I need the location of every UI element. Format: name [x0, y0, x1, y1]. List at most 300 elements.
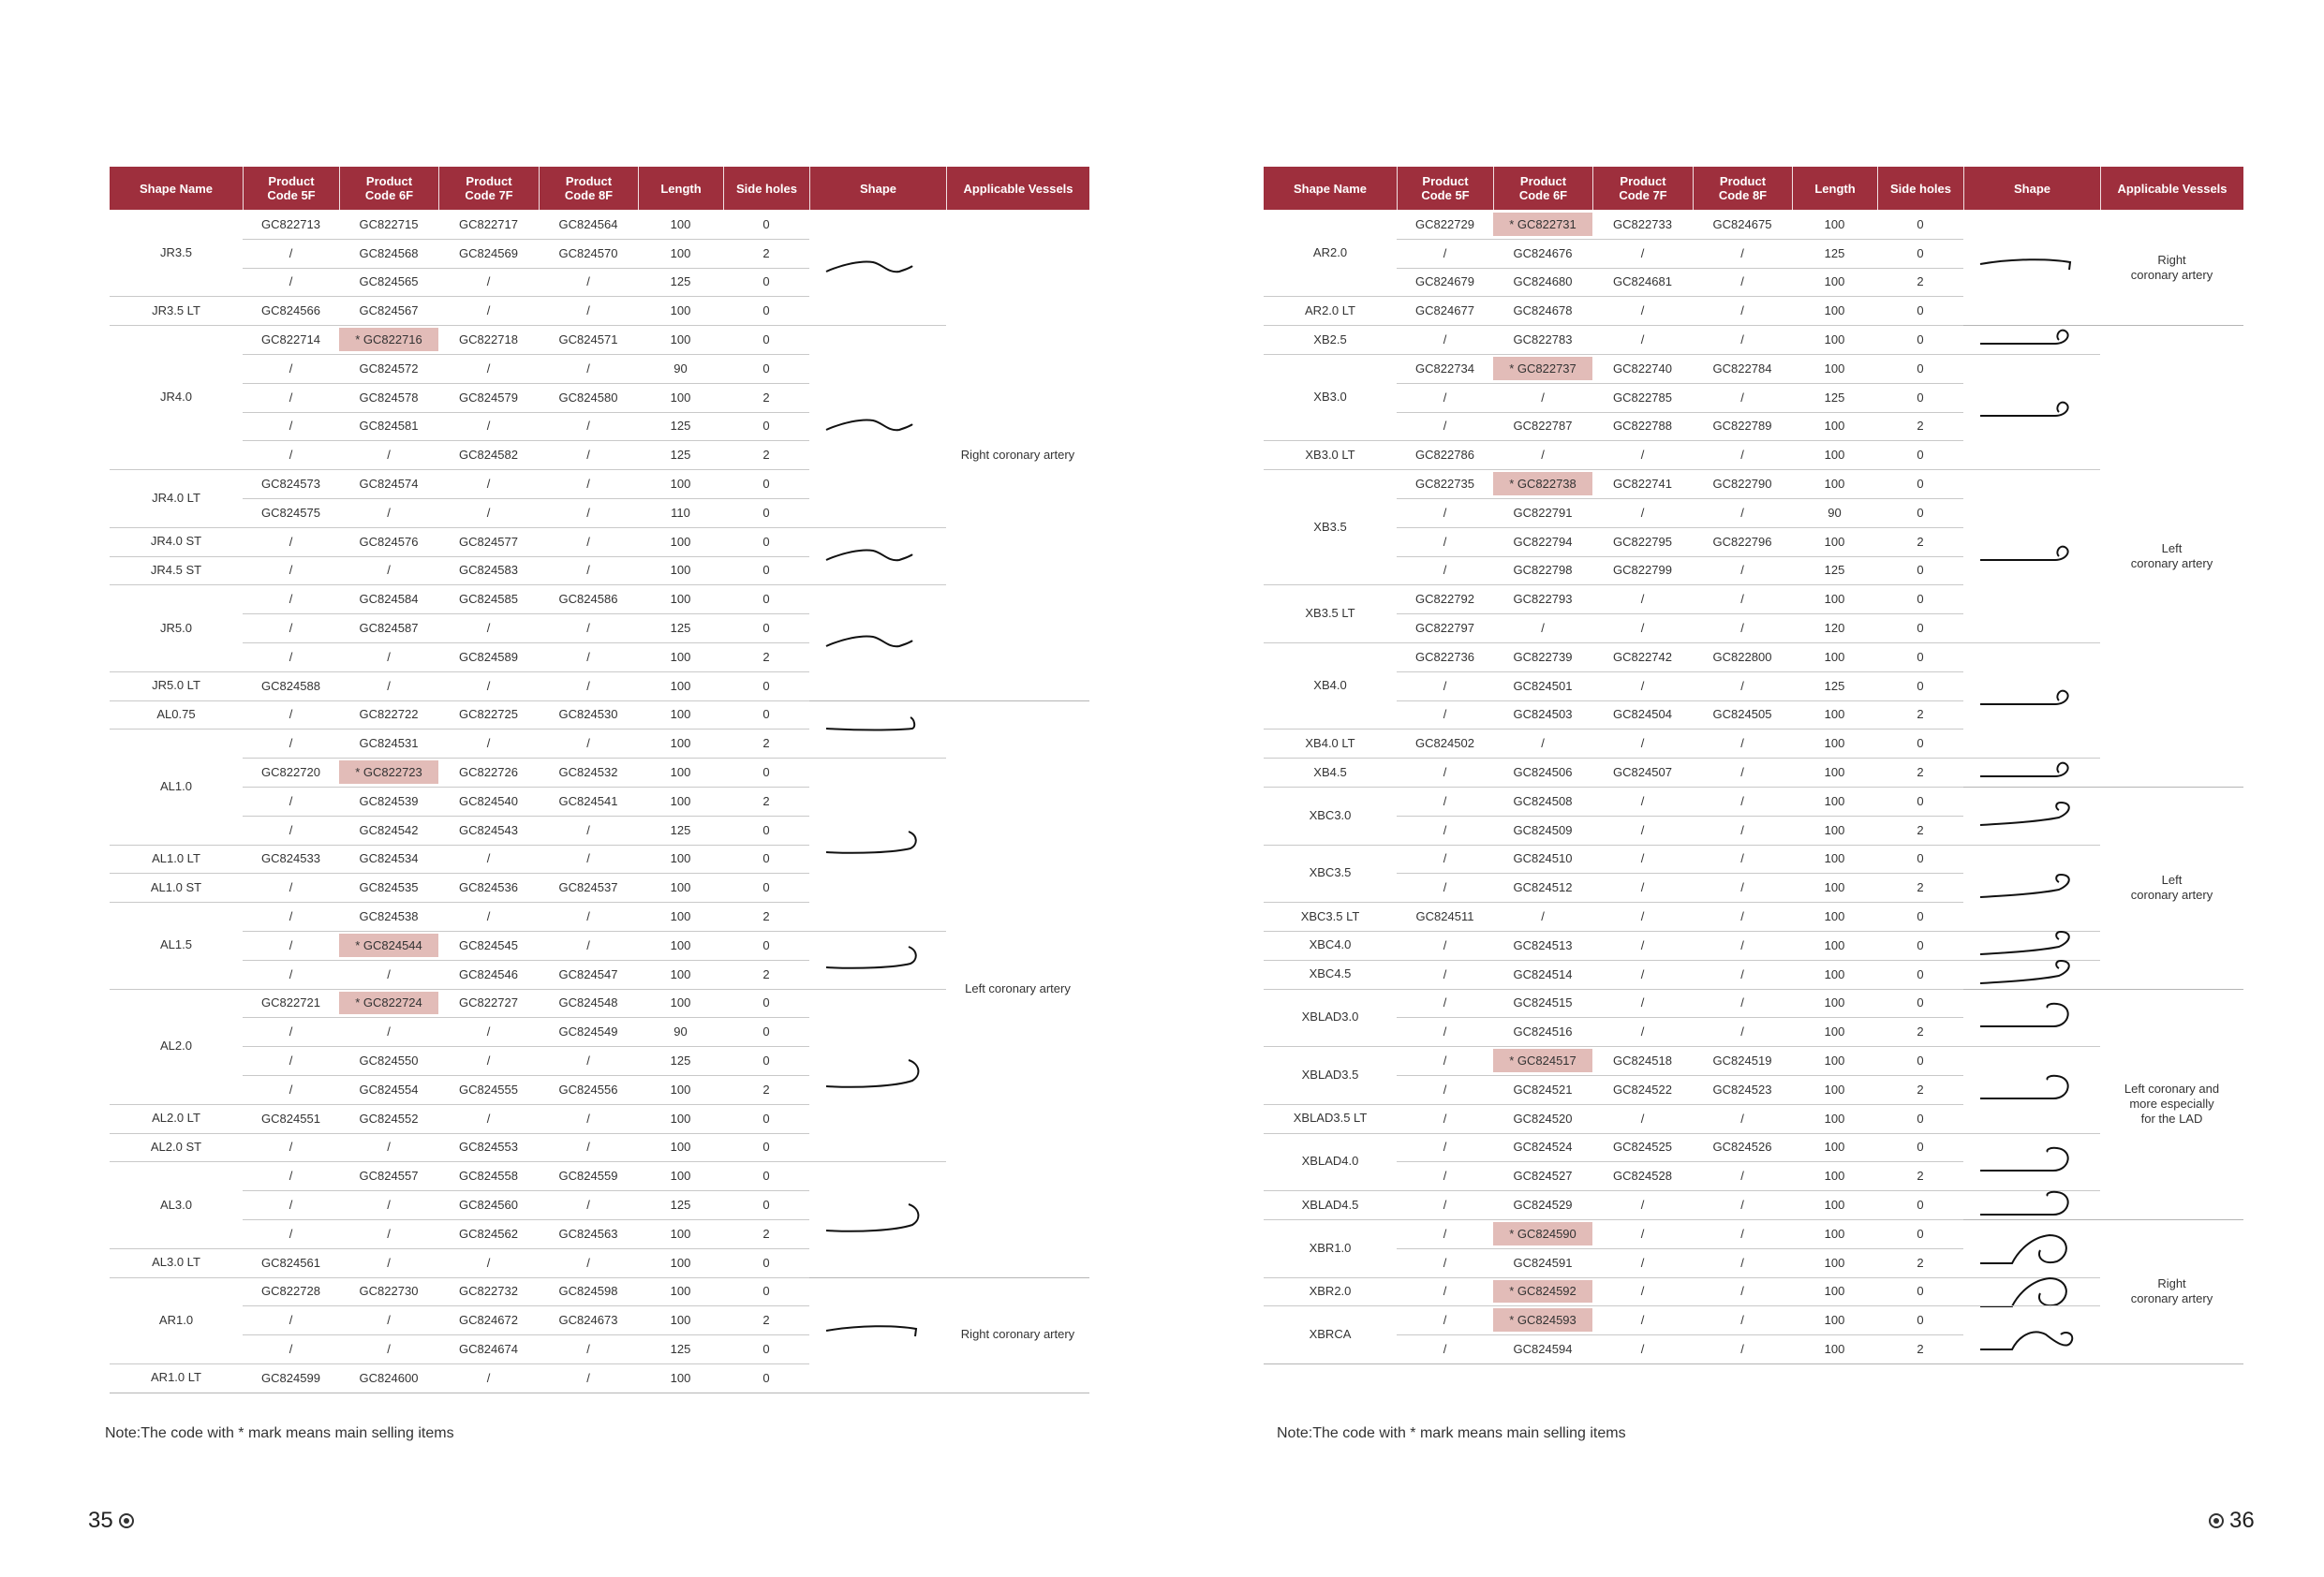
page-number-left — [88, 1508, 134, 1534]
row-divider — [243, 354, 809, 355]
table-cell: / — [486, 1255, 491, 1270]
table-cell: GC824556 — [558, 1082, 618, 1097]
shape-name: XBR1.0 — [1309, 1240, 1352, 1255]
shape-name: XBC3.5 — [1309, 865, 1352, 880]
table-cell: / — [1640, 793, 1645, 808]
table-cell: / — [1740, 1284, 1744, 1299]
catheter-shape-jr — [821, 409, 925, 447]
table-cell: GC822788 — [1613, 419, 1672, 434]
table-cell: / — [289, 448, 293, 463]
table-cell: GC824524 — [1513, 1140, 1573, 1155]
table-cell: GC824538 — [359, 909, 419, 924]
row-divider — [243, 296, 809, 297]
row-divider — [1397, 584, 1963, 585]
table-cell: 100 — [670, 736, 691, 751]
table-cell: GC822717 — [459, 216, 518, 231]
table-cell: 0 — [1917, 216, 1924, 231]
table-cell: / — [586, 909, 590, 924]
table-cell: 0 — [762, 1111, 770, 1126]
table-cell: 2 — [1917, 1082, 1924, 1097]
table-cell: / — [387, 448, 391, 463]
table-cell: 0 — [762, 332, 770, 347]
table-cell: / — [1443, 793, 1447, 808]
shape-name: JR4.5 ST — [150, 562, 202, 577]
shape-name: XB4.0 — [1313, 678, 1347, 693]
table-cell: 125 — [670, 448, 691, 463]
table-cell: / — [289, 1169, 293, 1184]
table-cell: 0 — [762, 563, 770, 578]
shape-divider — [809, 1161, 946, 1162]
table-cell: / — [1443, 332, 1447, 347]
table-cell: / — [586, 851, 590, 866]
table-cell: 125 — [670, 822, 691, 837]
table-cell: / — [486, 361, 491, 376]
table-body — [110, 210, 1089, 1393]
page-number-text: 35 — [88, 1508, 113, 1533]
table-cell: / — [1740, 678, 1744, 693]
table-cell: GC822739 — [1513, 649, 1573, 664]
table-cell: GC824528 — [1613, 1169, 1672, 1184]
table-cell: 0 — [1917, 1313, 1924, 1328]
table-cell: GC824526 — [1712, 1140, 1772, 1155]
table-cell: / — [289, 245, 293, 260]
table-cell: / — [586, 534, 590, 549]
table-cell: 100 — [670, 216, 691, 231]
table-cell: 125 — [1824, 563, 1845, 578]
table-cell: / — [486, 1111, 491, 1126]
row-divider — [243, 527, 809, 528]
table-cell: / — [387, 1313, 391, 1328]
table-cell: 0 — [762, 534, 770, 549]
bullet-icon — [2209, 1513, 2224, 1528]
table-cell: GC824550 — [359, 1054, 419, 1069]
shape-name: XB3.0 LT — [1305, 447, 1355, 462]
row-divider — [1397, 1190, 1963, 1191]
shape-divider — [1963, 1305, 2100, 1306]
table-cell: / — [486, 678, 491, 693]
header-shape-name: Shape Name — [1293, 181, 1368, 196]
table-cell: 100 — [670, 1169, 691, 1184]
table-cell: 100 — [670, 937, 691, 952]
table-cell: / — [1740, 1198, 1744, 1213]
applicable-vessels: Left coronary artery — [2130, 872, 2213, 902]
shape-name: XB4.5 — [1313, 764, 1347, 779]
table-cell: 0 — [1917, 995, 1924, 1010]
table-cell: 0 — [1917, 736, 1924, 751]
row-divider — [1397, 268, 1963, 269]
row-divider — [243, 816, 809, 817]
row-divider — [243, 1133, 809, 1134]
table-cell: GC824503 — [1513, 707, 1573, 722]
table-cell: GC824533 — [261, 851, 320, 866]
table-cell: 2 — [1917, 1342, 1924, 1357]
table-cell: GC824521 — [1513, 1082, 1573, 1097]
row-divider — [243, 931, 809, 932]
table-cell: GC824573 — [261, 477, 320, 492]
row-divider — [243, 729, 809, 730]
row-divider — [243, 1161, 809, 1162]
table-cell: / — [486, 621, 491, 636]
table-cell: / — [289, 563, 293, 578]
row-divider — [1397, 1133, 1963, 1134]
table-cell: GC822732 — [459, 1284, 518, 1299]
table-cell: GC822792 — [1415, 592, 1474, 607]
table-cell: * GC822738 — [1493, 472, 1592, 495]
table-cell: 0 — [762, 707, 770, 722]
table-cell: GC824501 — [1513, 678, 1573, 693]
table-cell: GC824534 — [359, 851, 419, 866]
table-cell: / — [1443, 1169, 1447, 1184]
table-cell: GC824515 — [1513, 995, 1573, 1010]
table-cell: / — [1740, 793, 1744, 808]
table-cell: GC824562 — [459, 1226, 518, 1241]
table-cell: / — [1740, 1169, 1744, 1184]
table-cell: / — [1640, 1024, 1645, 1039]
row-divider — [243, 383, 809, 384]
row-divider — [1397, 1017, 1963, 1018]
catalog-page-right — [1264, 167, 2243, 1363]
shape-name: AL2.0 LT — [152, 1111, 200, 1126]
table-cell: / — [1740, 822, 1744, 837]
table-cell: GC824535 — [359, 880, 419, 895]
table-cell: / — [586, 419, 590, 434]
catheter-shape-xbc — [1975, 871, 2080, 908]
table-cell: GC824548 — [558, 995, 618, 1010]
table-cell: / — [1740, 448, 1744, 463]
table-cell: GC822740 — [1613, 361, 1672, 376]
shape-divider — [1963, 642, 2100, 643]
catheter-shape-jr — [821, 626, 925, 663]
table-cell: GC824679 — [1415, 274, 1474, 289]
table-cell: / — [586, 1198, 590, 1213]
shape-name: AL3.0 — [160, 1197, 192, 1212]
table-cell: / — [1443, 937, 1447, 952]
table-cell: 0 — [1917, 332, 1924, 347]
table-cell: GC822793 — [1513, 592, 1573, 607]
table-cell: GC824520 — [1513, 1111, 1573, 1126]
table-cell: / — [387, 1140, 391, 1155]
table-cell: 0 — [1917, 245, 1924, 260]
row-divider — [1397, 383, 1963, 384]
table-cell: 0 — [1917, 1054, 1924, 1069]
row-divider — [243, 412, 809, 413]
row-divider — [243, 1190, 809, 1191]
row-divider — [243, 902, 809, 903]
table-cell: GC824680 — [1513, 274, 1573, 289]
table-cell: GC824510 — [1513, 851, 1573, 866]
table-cell: 100 — [1824, 274, 1845, 289]
table-cell: * GC822723 — [339, 760, 438, 784]
table-cell: GC824542 — [359, 822, 419, 837]
table-cell: / — [486, 274, 491, 289]
table-cell: GC824561 — [261, 1255, 320, 1270]
table-cell: 0 — [762, 419, 770, 434]
shape-name: AL0.75 — [156, 706, 196, 721]
table-cell: 2 — [1917, 1024, 1924, 1039]
note-left: Note:The code with * mark means main selling items — [105, 1425, 454, 1441]
table-cell: 2 — [1917, 822, 1924, 837]
table-cell: 100 — [670, 303, 691, 318]
table-cell: / — [1640, 1284, 1645, 1299]
row-divider — [1397, 1075, 1963, 1076]
row-divider — [243, 268, 809, 269]
table-cell: GC824525 — [1613, 1140, 1672, 1155]
shape-divider — [809, 989, 946, 990]
row-divider — [243, 498, 809, 499]
row-divider — [1397, 1248, 1963, 1249]
table-cell: 110 — [671, 505, 690, 520]
table-cell: / — [1640, 621, 1645, 636]
table-cell: GC822735 — [1415, 477, 1474, 492]
table-cell: GC824557 — [359, 1169, 419, 1184]
table-cell: GC824585 — [459, 592, 518, 607]
table-cell: 0 — [762, 1370, 770, 1385]
table-cell: GC822713 — [261, 216, 320, 231]
table-cell: 2 — [1917, 1169, 1924, 1184]
table-cell: GC822736 — [1415, 649, 1474, 664]
applicable-vessels: Right coronary artery — [960, 447, 1075, 462]
table-cell: / — [387, 505, 391, 520]
row-divider — [1397, 354, 1963, 355]
table-cell: 100 — [670, 563, 691, 578]
table-cell: * GC822716 — [339, 328, 438, 351]
row-divider — [1397, 469, 1963, 470]
table-cell: 100 — [1824, 419, 1845, 434]
table-cell: GC822787 — [1513, 419, 1573, 434]
table-cell: / — [289, 592, 293, 607]
table-cell: 0 — [762, 880, 770, 895]
table-cell: GC824675 — [1712, 216, 1772, 231]
table-cell: GC824509 — [1513, 822, 1573, 837]
table-cell: 100 — [1824, 1082, 1845, 1097]
table-cell: / — [1740, 390, 1744, 405]
header-shape: Shape — [1963, 167, 2100, 210]
catheter-shape-al2 — [821, 943, 925, 980]
table-cell: / — [1640, 303, 1645, 318]
table-cell: / — [1443, 1140, 1447, 1155]
table-cell: 125 — [1824, 678, 1845, 693]
table-cell: GC824582 — [459, 448, 518, 463]
shape-name: AL2.0 ST — [150, 1139, 202, 1154]
table-cell: 100 — [1824, 592, 1845, 607]
header-applicable-vessels: Applicable Vessels — [2100, 167, 2243, 210]
table-cell: * GC824517 — [1493, 1049, 1592, 1072]
table-cell: GC824677 — [1415, 303, 1474, 318]
table-cell: 100 — [670, 1111, 691, 1126]
catheter-shape-ar — [821, 1318, 925, 1355]
table-cell: 0 — [762, 1054, 770, 1069]
table-cell: 100 — [670, 1370, 691, 1385]
table-cell: / — [289, 1054, 293, 1069]
table-cell: / — [586, 736, 590, 751]
row-divider — [1397, 239, 1963, 240]
table-cell: GC822795 — [1613, 534, 1672, 549]
table-cell: GC824529 — [1513, 1198, 1573, 1213]
table-cell: 0 — [762, 1342, 770, 1357]
table-cell: / — [586, 822, 590, 837]
shape-name: XBRCA — [1309, 1327, 1352, 1342]
shape-name: XB3.5 LT — [1305, 606, 1355, 621]
table-cell: GC824547 — [558, 966, 618, 981]
table-cell: GC822796 — [1712, 534, 1772, 549]
table-cell: / — [1740, 245, 1744, 260]
bullet-icon — [119, 1513, 134, 1528]
table-cell: 100 — [670, 909, 691, 924]
table-cell: 125 — [670, 1198, 691, 1213]
note-right: Note:The code with * mark means main selling items — [1277, 1425, 1626, 1441]
shape-name: XBLAD4.5 — [1301, 1197, 1359, 1212]
table-cell: 2 — [762, 1082, 770, 1097]
row-divider — [1397, 1305, 1963, 1306]
table-cell: 100 — [1824, 1255, 1845, 1270]
table-header — [110, 167, 1089, 210]
table-cell: GC822742 — [1613, 649, 1672, 664]
header-applicable-vessels: Applicable Vessels — [946, 167, 1089, 210]
applicable-vessels: Left coronary and more especially for the LAD — [2124, 1081, 2220, 1126]
table-cell: 0 — [1917, 966, 1924, 981]
table-cell: GC824555 — [459, 1082, 518, 1097]
table-cell: GC824536 — [459, 880, 518, 895]
table-cell: 100 — [670, 390, 691, 405]
table-cell: 2 — [762, 1313, 770, 1328]
row-divider — [1397, 412, 1963, 413]
table-cell: / — [1443, 1198, 1447, 1213]
table-cell: / — [1740, 1342, 1744, 1357]
table-cell: / — [1443, 505, 1447, 520]
table-cell: GC824560 — [459, 1198, 518, 1213]
table-cell: / — [1443, 1226, 1447, 1241]
shape-name: JR5.0 — [160, 620, 192, 635]
table-cell: 100 — [1824, 909, 1845, 924]
table-cell: GC824558 — [459, 1169, 518, 1184]
table-cell: 90 — [1828, 505, 1842, 520]
table-cell: / — [289, 419, 293, 434]
table-cell: GC824551 — [261, 1111, 320, 1126]
table-cell: 100 — [670, 1226, 691, 1241]
table-cell: 0 — [762, 505, 770, 520]
table-cell: / — [586, 937, 590, 952]
table-cell: / — [1443, 822, 1447, 837]
header-product-code-8f: Product Code 8F — [1693, 167, 1792, 210]
table-cell: 100 — [670, 534, 691, 549]
table-cell: GC824566 — [261, 303, 320, 318]
table-cell: 2 — [1917, 534, 1924, 549]
table-cell: / — [1443, 419, 1447, 434]
table-cell: GC824581 — [359, 419, 419, 434]
table-cell: 0 — [762, 1169, 770, 1184]
table-cell: GC824672 — [459, 1313, 518, 1328]
catheter-shape-xb — [1975, 539, 2080, 577]
table-cell: GC824504 — [1613, 707, 1672, 722]
table-cell: 100 — [670, 1284, 691, 1299]
table-cell: 100 — [1824, 361, 1845, 376]
table-cell: 100 — [1824, 1313, 1845, 1328]
table-cell: 100 — [1824, 332, 1845, 347]
table-cell: GC822790 — [1712, 477, 1772, 492]
table-cell: 100 — [670, 649, 691, 664]
shape-name: XBC4.5 — [1309, 966, 1352, 981]
table-cell: GC824588 — [261, 678, 320, 693]
table-cell: GC822733 — [1613, 216, 1672, 231]
table-cell: GC822727 — [459, 995, 518, 1010]
table-cell: 0 — [1917, 303, 1924, 318]
table-cell: / — [289, 822, 293, 837]
table-cell: 100 — [670, 245, 691, 260]
row-divider — [243, 873, 809, 874]
table-cell: 100 — [670, 966, 691, 981]
row-divider — [1397, 1046, 1963, 1047]
table-cell: 2 — [762, 1226, 770, 1241]
table-cell: GC824554 — [359, 1082, 419, 1097]
table-cell: 120 — [1824, 621, 1845, 636]
header-product-code-6f: Product Code 6F — [339, 167, 438, 210]
row-divider — [1397, 931, 1963, 932]
table-cell: / — [289, 361, 293, 376]
table-cell: / — [586, 505, 590, 520]
table-cell: GC824505 — [1712, 707, 1772, 722]
table-cell: / — [586, 563, 590, 578]
table-cell: / — [1740, 851, 1744, 866]
table-header — [1264, 167, 2243, 210]
table-cell: / — [1740, 274, 1744, 289]
table-cell: GC824580 — [558, 390, 618, 405]
table-cell: / — [1541, 736, 1545, 751]
table-cell: 2 — [1917, 707, 1924, 722]
row-divider — [243, 787, 809, 788]
applicable-vessels: Left coronary artery — [2130, 540, 2213, 570]
table-cell: GC824569 — [459, 245, 518, 260]
table-cell: 0 — [762, 303, 770, 318]
table-cell: 100 — [1824, 1284, 1845, 1299]
table-cell: GC824579 — [459, 390, 518, 405]
table-cell: 2 — [1917, 880, 1924, 895]
table-cell: / — [1740, 880, 1744, 895]
table-cell: GC822720 — [261, 765, 320, 780]
row-divider — [1397, 1334, 1963, 1335]
table-cell: 100 — [1824, 1169, 1845, 1184]
table-cell: 0 — [762, 621, 770, 636]
table-cell: GC822725 — [459, 707, 518, 722]
table-cell: GC822786 — [1415, 448, 1474, 463]
table-cell: 100 — [1824, 448, 1845, 463]
table-cell: / — [1443, 245, 1447, 260]
table-cell: 100 — [1824, 966, 1845, 981]
table-cell: 0 — [1917, 649, 1924, 664]
catheter-shape-lad — [1975, 1144, 2080, 1182]
table-cell: 0 — [1917, 1284, 1924, 1299]
table-cell: GC824553 — [459, 1140, 518, 1155]
table-cell: * GC824544 — [339, 934, 438, 957]
shape-name: AL1.5 — [160, 937, 192, 952]
table-cell: 100 — [670, 678, 691, 693]
table-cell: / — [289, 390, 293, 405]
table-bottom-border — [1264, 1363, 2243, 1364]
row-divider — [1397, 816, 1963, 817]
row-divider — [243, 239, 809, 240]
table-cell: GC824559 — [558, 1169, 618, 1184]
table-cell: GC824516 — [1513, 1024, 1573, 1039]
table-cell: GC824543 — [459, 822, 518, 837]
table-cell: / — [1740, 937, 1744, 952]
table-cell: / — [586, 477, 590, 492]
table-cell: / — [1443, 966, 1447, 981]
table-cell: GC824541 — [558, 793, 618, 808]
table-cell: / — [1640, 448, 1645, 463]
table-cell: 0 — [1917, 1198, 1924, 1213]
table-cell: / — [387, 563, 391, 578]
table-cell: 100 — [670, 1255, 691, 1270]
table-cell: / — [1740, 592, 1744, 607]
